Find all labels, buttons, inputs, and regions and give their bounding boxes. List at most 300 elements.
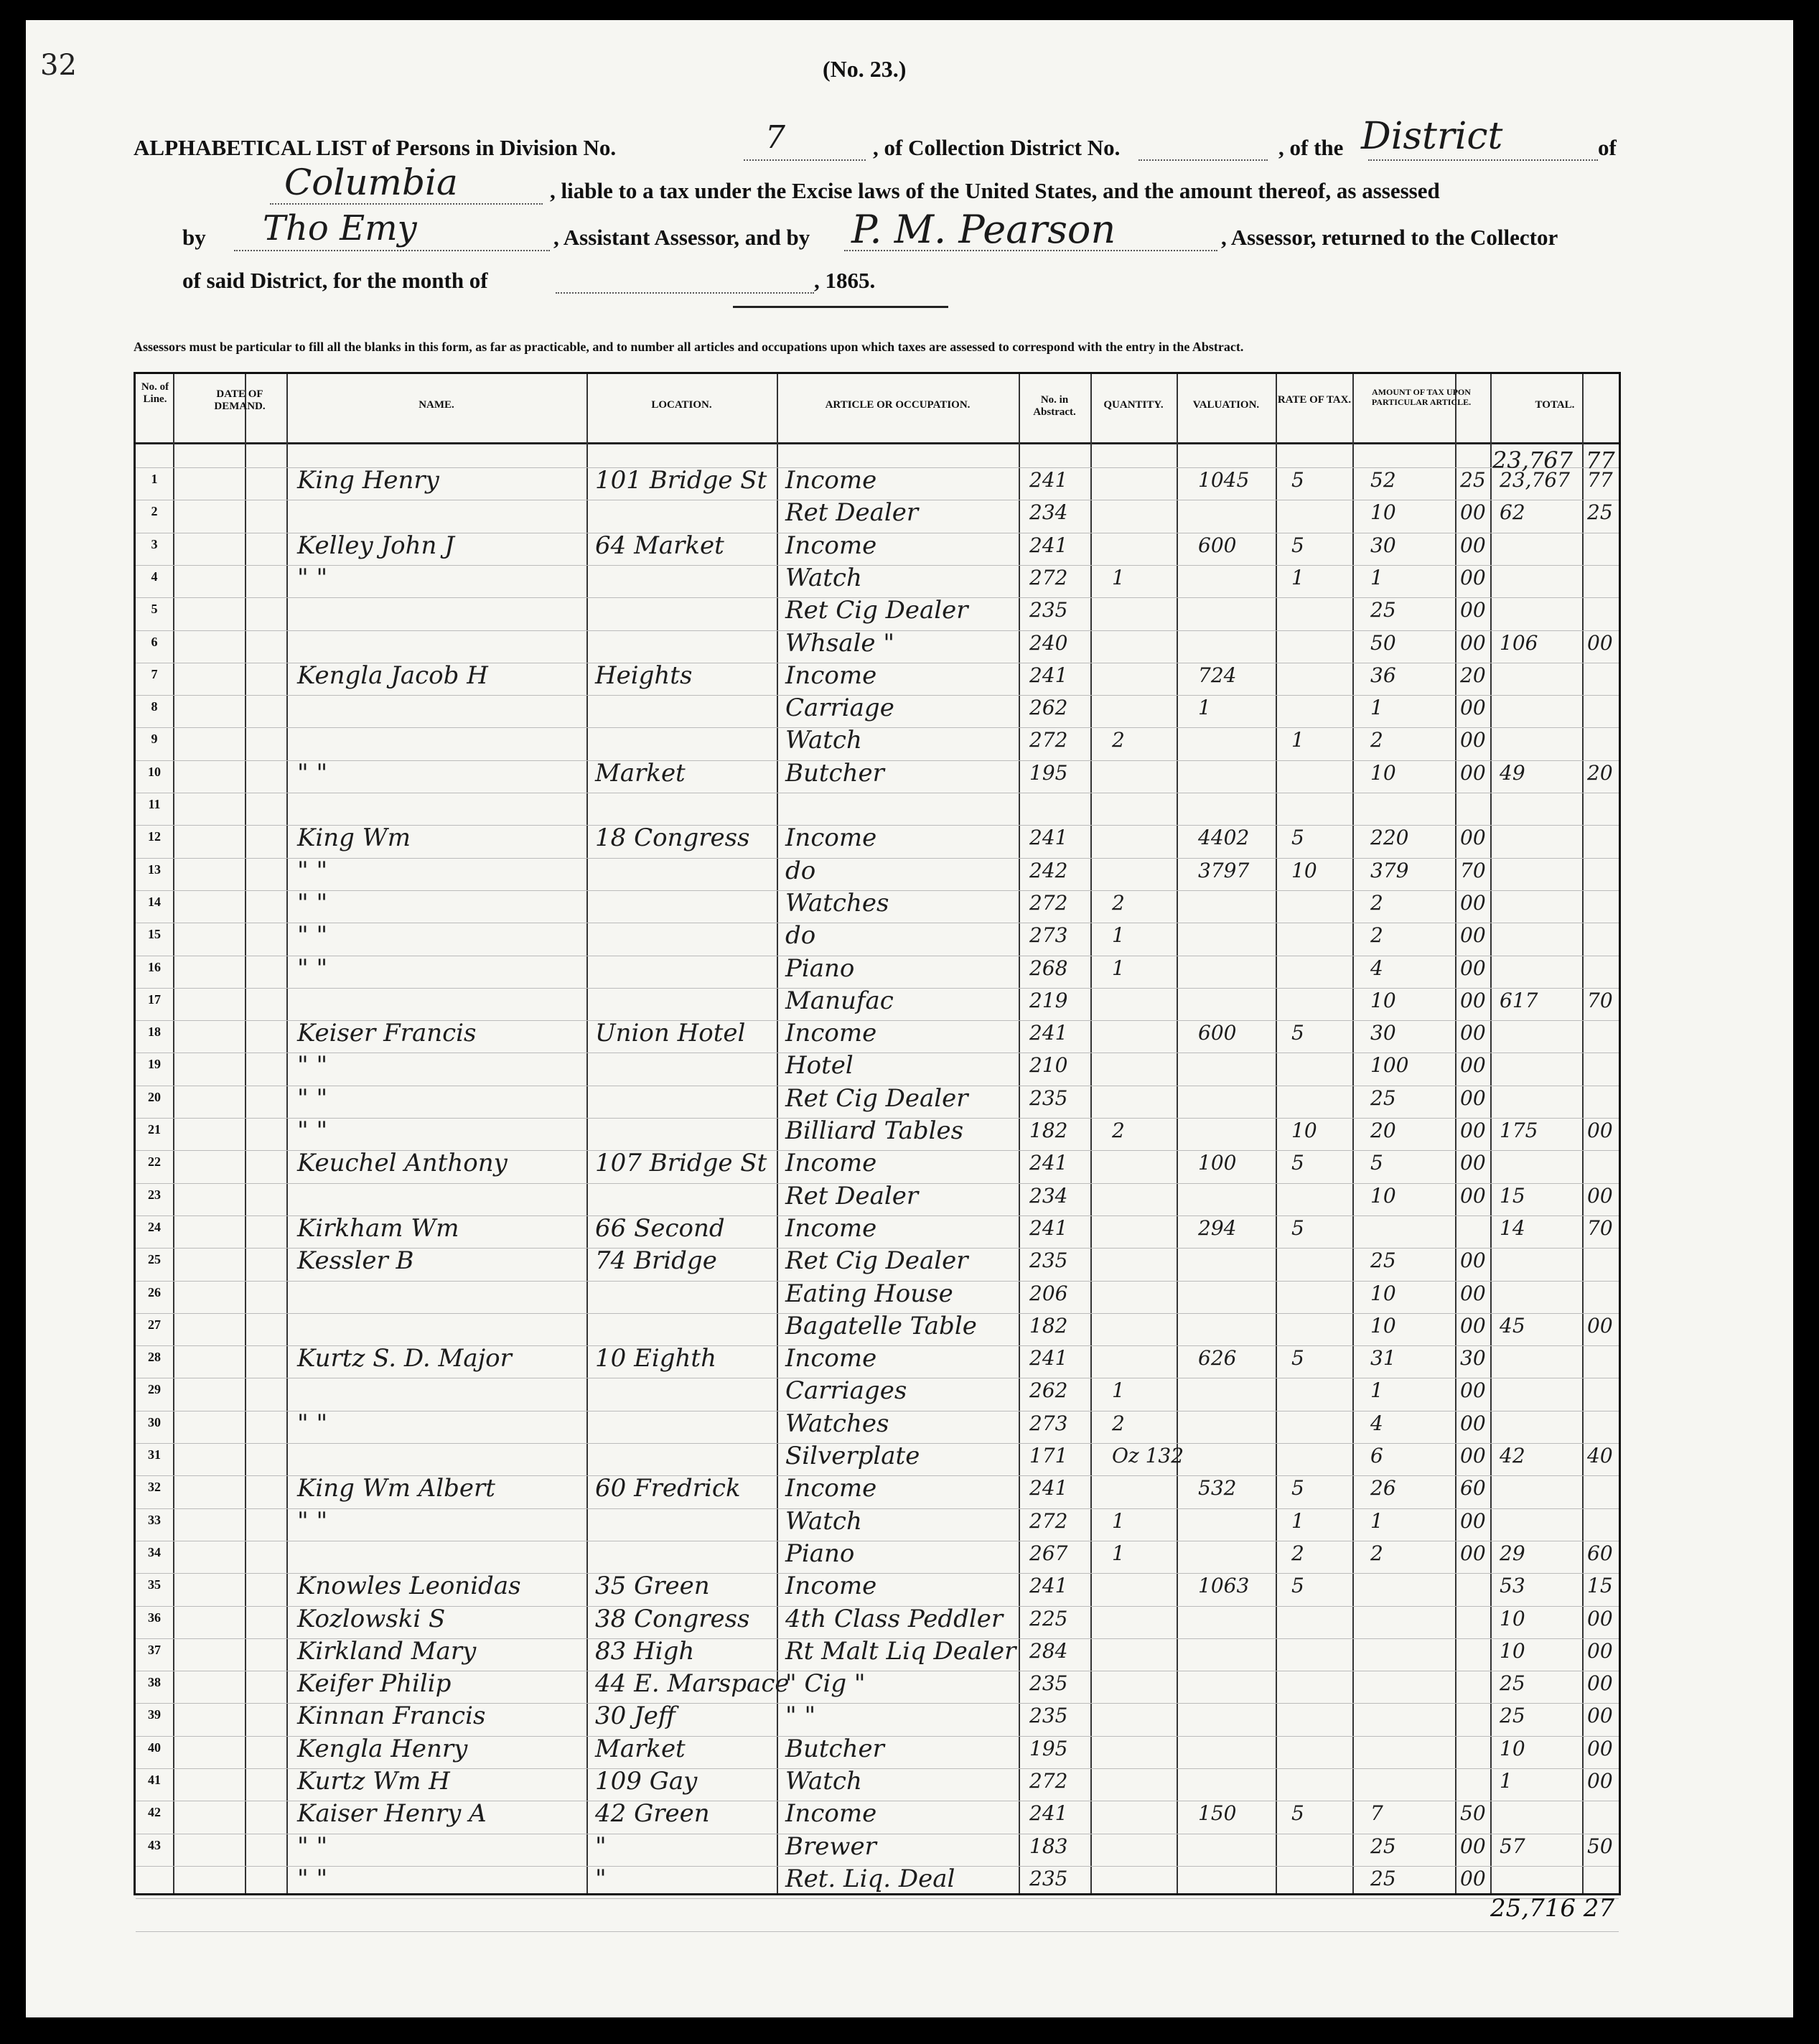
- cell-total-c: 50: [1587, 1834, 1613, 1858]
- cell-quantity: 1: [1112, 1378, 1125, 1403]
- cell-quantity: 1: [1112, 923, 1125, 948]
- cell-amount-c: 00: [1460, 630, 1486, 655]
- district-name-2: Columbia: [284, 162, 458, 203]
- cell-location: 35 Green: [595, 1572, 710, 1601]
- cell-line: 4: [151, 569, 158, 584]
- cell-abstract: 182: [1029, 1119, 1068, 1142]
- cell-line: 28: [148, 1350, 161, 1365]
- cell-abstract: 241: [1029, 1151, 1068, 1175]
- cell-total-c: 00: [1587, 1313, 1613, 1338]
- cell-amount-d: 25: [1370, 1249, 1396, 1273]
- cell-total-d: 29: [1500, 1541, 1525, 1565]
- col-rate: RATE OF TAX.: [1277, 394, 1352, 406]
- cell-amount-c: 00: [1460, 500, 1486, 525]
- cell-article: Income: [785, 1344, 877, 1373]
- row-rule: [136, 1508, 1619, 1509]
- cell-quantity: 2: [1112, 728, 1125, 752]
- col-article: ARTICLE OR OCCUPATION.: [825, 399, 971, 411]
- cell-quantity: 2: [1112, 1119, 1125, 1142]
- cell-line: 36: [148, 1610, 161, 1625]
- cell-article: Hotel: [785, 1051, 854, 1081]
- cell-amount-d: 26: [1370, 1476, 1396, 1501]
- cell-article: do: [785, 921, 816, 951]
- cell-abstract: 241: [1029, 826, 1068, 850]
- cell-valuation: 1063: [1198, 1574, 1250, 1598]
- cell-total-d: 53: [1500, 1574, 1525, 1598]
- cell-amount-d: 30: [1370, 1021, 1396, 1045]
- assistant-assessor-name: Tho Emy: [263, 208, 417, 248]
- cell-amount-d: 36: [1370, 663, 1396, 687]
- cell-amount-d: 25: [1370, 1086, 1396, 1110]
- cell-valuation: 1045: [1198, 468, 1250, 492]
- cell-line: 25: [148, 1252, 161, 1267]
- grand-total: 25,716 27: [1490, 1894, 1615, 1923]
- alphabetical-list-label: ALPHABETICAL LIST of Persons in Division No.: [134, 135, 617, 160]
- cell-name: Keiser Francis: [297, 1019, 477, 1048]
- cell-amount-c: 00: [1460, 1541, 1486, 1565]
- cell-location: 18 Congress: [595, 823, 750, 853]
- cell-line: 26: [148, 1284, 161, 1299]
- cell-location: 38 Congress: [595, 1604, 750, 1633]
- cell-article: Whsale ": [785, 628, 895, 658]
- cell-article: Income: [785, 531, 877, 560]
- cell-total-d: 1: [1500, 1769, 1512, 1793]
- cell-article: Income: [785, 1572, 877, 1601]
- cell-abstract: 241: [1029, 1215, 1068, 1240]
- cell-location: Heights: [595, 661, 693, 690]
- cell-abstract: 235: [1029, 1671, 1068, 1696]
- cell-amount-c: 00: [1460, 1249, 1486, 1273]
- cell-amount-d: 25: [1370, 1866, 1396, 1890]
- cell-rate: 5: [1291, 826, 1304, 850]
- cell-line: 14: [148, 894, 161, 909]
- said-district-label: of said District, for the month of: [182, 268, 488, 293]
- cell-name: Kirkham Wm: [297, 1213, 459, 1243]
- cell-name: " ": [297, 921, 328, 951]
- cell-line: 23: [148, 1187, 161, 1202]
- cell-location: ": [595, 1864, 607, 1893]
- cell-total-d: 10: [1500, 1638, 1525, 1663]
- cell-amount-d: 10: [1370, 988, 1396, 1012]
- cell-rate: 2: [1291, 1541, 1304, 1565]
- cell-article: Watch: [785, 563, 862, 592]
- district-name-1: District: [1361, 115, 1503, 158]
- cell-line: 27: [148, 1317, 161, 1332]
- cell-line: 5: [151, 602, 158, 617]
- cell-abstract: 241: [1029, 1574, 1068, 1598]
- cell-name: Kirkland Mary: [297, 1636, 477, 1666]
- col-quantity: QUANTITY.: [1103, 399, 1164, 411]
- cell-total-d: 10: [1500, 1736, 1525, 1760]
- col-date-of-demand: DATE OF DEMAND.: [214, 388, 266, 412]
- col-line-no: No. of Line.: [141, 381, 169, 405]
- cell-name: " ": [297, 1083, 328, 1113]
- cell-rate: 10: [1291, 1119, 1317, 1142]
- cell-name: Keuchel Anthony: [297, 1149, 508, 1178]
- cell-location: 42 Green: [595, 1799, 710, 1829]
- cell-name: " ": [297, 953, 328, 983]
- cell-amount-d: 1: [1370, 1378, 1383, 1403]
- cell-amount-c: 00: [1460, 826, 1486, 850]
- cell-location: 60 Fredrick: [595, 1474, 741, 1503]
- cell-name: Kessler B: [297, 1246, 414, 1276]
- cell-rate: 5: [1291, 1801, 1304, 1826]
- cell-total-d: 15: [1500, 1183, 1525, 1208]
- cell-total-c: 70: [1587, 988, 1613, 1012]
- cell-name: " ": [297, 856, 328, 885]
- cell-location: 64 Market: [595, 531, 724, 560]
- col-valuation: VALUATION.: [1192, 399, 1260, 411]
- cell-quantity: 1: [1112, 1541, 1125, 1565]
- cell-line: 13: [148, 862, 161, 877]
- cell-amount-d: 4: [1370, 956, 1383, 980]
- cell-name: " ": [297, 1864, 328, 1893]
- cell-abstract: 268: [1029, 956, 1068, 980]
- cell-name: Kengla Henry: [297, 1734, 468, 1763]
- cell-line: 19: [148, 1057, 161, 1072]
- cell-amount-c: 20: [1460, 663, 1486, 687]
- cell-total-d: 23,767: [1500, 468, 1570, 492]
- cell-article: Carriages: [785, 1376, 907, 1406]
- cell-location: Market: [595, 758, 686, 788]
- cell-name: Kinnan Francis: [297, 1702, 486, 1731]
- cell-line: 37: [148, 1642, 161, 1657]
- cell-amount-d: 10: [1370, 500, 1396, 525]
- cell-article: Ret. Liq. Deal: [785, 1864, 955, 1893]
- cell-amount-c: 00: [1460, 1119, 1486, 1142]
- cell-total-d: 57: [1500, 1834, 1525, 1858]
- cell-name: Kurtz Wm H: [297, 1767, 450, 1796]
- cell-valuation: 600: [1198, 533, 1237, 557]
- by-label: by: [182, 225, 206, 250]
- cell-line: 29: [148, 1382, 161, 1397]
- cell-total-c: 00: [1587, 1183, 1613, 1208]
- cell-amount-c: 30: [1460, 1346, 1486, 1371]
- cell-rate: 1: [1291, 728, 1304, 752]
- cell-name: " ": [297, 888, 328, 918]
- cell-rate: 5: [1291, 1021, 1304, 1045]
- cell-article: Ret Cig Dealer: [785, 1246, 968, 1276]
- cell-total-c: 00: [1587, 1119, 1613, 1142]
- cell-amount-c: 00: [1460, 1053, 1486, 1078]
- cell-total-c: 00: [1587, 1671, 1613, 1696]
- cell-amount-d: 10: [1370, 760, 1396, 785]
- cell-amount-d: 6: [1370, 1444, 1383, 1467]
- cell-article: Rt Malt Liq Dealer: [785, 1636, 1016, 1666]
- liable-text: , liable to a tax under the Excise laws of the United States, and the amount thereof, as assessed: [550, 178, 1440, 203]
- cell-article: Billiard Tables: [785, 1116, 964, 1145]
- cell-abstract: 272: [1029, 1508, 1068, 1533]
- collection-district-label: , of Collection District No.: [873, 135, 1121, 160]
- cell-line: 30: [148, 1414, 161, 1429]
- cell-line: 21: [148, 1122, 161, 1137]
- cell-amount-c: 25: [1460, 468, 1486, 492]
- cell-amount-c: 00: [1460, 565, 1486, 589]
- cell-line: 17: [148, 991, 161, 1007]
- cell-amount-c: 00: [1460, 1086, 1486, 1110]
- cell-amount-c: 00: [1460, 1313, 1486, 1338]
- cell-article: Watch: [785, 726, 862, 755]
- cell-abstract: 272: [1029, 565, 1068, 589]
- cell-amount-d: 50: [1370, 630, 1396, 655]
- ledger-table: [134, 372, 1621, 1895]
- cell-total-c: 77: [1587, 468, 1613, 492]
- cell-amount-d: 100: [1370, 1053, 1409, 1078]
- cell-abstract: 242: [1029, 858, 1068, 882]
- cell-location: 44 E. Marspace: [595, 1669, 790, 1699]
- cell-abstract: 241: [1029, 468, 1068, 492]
- form-number: (No. 23.): [823, 56, 907, 82]
- cell-article: Watch: [785, 1506, 862, 1536]
- cell-amount-c: 00: [1460, 1151, 1486, 1175]
- cell-total-c: 70: [1587, 1215, 1613, 1240]
- cell-amount-d: 2: [1370, 1541, 1383, 1565]
- cell-article: 4th Class Peddler: [785, 1604, 1004, 1633]
- cell-total-d: 49: [1500, 760, 1525, 785]
- cell-line: 2: [151, 504, 158, 519]
- cell-abstract: 210: [1029, 1053, 1068, 1078]
- cell-article: Eating House: [785, 1279, 953, 1308]
- cell-total-c: 15: [1587, 1574, 1613, 1598]
- cell-line: 42: [148, 1805, 161, 1820]
- cell-quantity: 1: [1112, 565, 1125, 589]
- cell-amount-d: 10: [1370, 1183, 1396, 1208]
- cell-valuation: 3797: [1198, 858, 1250, 882]
- cell-article: Income: [785, 823, 877, 853]
- cell-location: 30 Jeff: [595, 1702, 675, 1731]
- cell-name: " ": [297, 1051, 328, 1081]
- cell-amount-d: 1: [1370, 1508, 1383, 1533]
- cell-name: Knowles Leonidas: [297, 1572, 521, 1601]
- cell-rate: 10: [1291, 858, 1317, 882]
- cell-total-c: 25: [1587, 500, 1613, 525]
- cell-amount-c: 00: [1460, 760, 1486, 785]
- assessor-name: P. M. Pearson: [851, 207, 1116, 252]
- cell-rate: 5: [1291, 1476, 1304, 1501]
- cell-article: Watch: [785, 1767, 862, 1796]
- cell-article: Piano: [785, 1539, 855, 1568]
- cell-valuation: 294: [1198, 1215, 1237, 1240]
- cell-abstract: 235: [1029, 1704, 1068, 1728]
- cell-amount-c: 00: [1460, 988, 1486, 1012]
- cell-amount-d: 5: [1370, 1151, 1383, 1175]
- cell-name: " ": [297, 1409, 328, 1438]
- cell-amount-c: 00: [1460, 1378, 1486, 1403]
- year-label: , 1865.: [814, 268, 876, 293]
- cell-amount-c: 00: [1460, 1281, 1486, 1305]
- cell-total-c: 20: [1587, 760, 1613, 785]
- cell-rate: 5: [1291, 1346, 1304, 1371]
- cell-location: 109 Gay: [595, 1767, 698, 1796]
- cell-abstract: 262: [1029, 1378, 1068, 1403]
- cell-article: Income: [785, 1213, 877, 1243]
- cell-amount-d: 7: [1370, 1801, 1383, 1826]
- cell-line: 40: [148, 1740, 161, 1755]
- cell-abstract: 262: [1029, 696, 1068, 720]
- cell-name: Kengla Jacob H: [297, 661, 488, 690]
- row-rule: [136, 565, 1619, 566]
- cell-line: 9: [151, 732, 158, 747]
- cell-abstract: 241: [1029, 1021, 1068, 1045]
- cell-line: 16: [148, 959, 161, 974]
- cell-amount-c: 00: [1460, 956, 1486, 980]
- cell-location: 107 Bridge St: [595, 1149, 767, 1178]
- cell-rate: 5: [1291, 1215, 1304, 1240]
- cell-amount-d: 25: [1370, 1834, 1396, 1858]
- cell-amount-c: 00: [1460, 1444, 1486, 1467]
- cell-abstract: 235: [1029, 1086, 1068, 1110]
- cell-amount-c: 00: [1460, 1508, 1486, 1533]
- cell-amount-d: 31: [1370, 1346, 1396, 1371]
- cell-line: 39: [148, 1707, 161, 1722]
- cell-amount-d: 20: [1370, 1119, 1396, 1142]
- cell-name: King Wm: [297, 823, 411, 853]
- cell-line: 35: [148, 1577, 161, 1592]
- cell-amount-c: 00: [1460, 1411, 1486, 1435]
- cell-name: King Wm Albert: [297, 1474, 495, 1503]
- cell-name: Kurtz S. D. Major: [297, 1344, 512, 1373]
- cell-name: King Henry: [297, 466, 439, 495]
- cell-abstract: 273: [1029, 1411, 1068, 1435]
- instructions: Assessors must be particular to fill all the blanks in this form, as far as practicable, and to number all articles and occupations upon which taxes are assessed to correspond with the entry in the Abstract.: [134, 340, 1244, 354]
- cell-abstract: 171: [1029, 1444, 1068, 1467]
- cell-abstract: 267: [1029, 1541, 1068, 1565]
- cell-total-c: 00: [1587, 1606, 1613, 1630]
- cell-valuation: 724: [1198, 663, 1237, 687]
- header-rule: [136, 442, 1619, 444]
- cell-abstract: 272: [1029, 1769, 1068, 1793]
- cell-amount-c: 00: [1460, 1866, 1486, 1890]
- cell-total-c: 00: [1587, 1638, 1613, 1663]
- cell-article: Watches: [785, 888, 889, 918]
- cell-valuation: 150: [1198, 1801, 1237, 1826]
- cell-article: Income: [785, 1019, 877, 1048]
- cell-rate: 5: [1291, 533, 1304, 557]
- col-name: NAME.: [418, 399, 454, 411]
- cell-line: 34: [148, 1544, 161, 1559]
- cell-name: " ": [297, 563, 328, 592]
- cell-abstract: 183: [1029, 1834, 1068, 1858]
- cell-valuation: 100: [1198, 1151, 1237, 1175]
- cell-name: Keifer Philip: [297, 1669, 452, 1699]
- cell-total-d: 25: [1500, 1671, 1525, 1696]
- assessor-label: , Assessor, returned to the Collector: [1221, 225, 1558, 250]
- cell-line: 15: [148, 927, 161, 942]
- cell-name: " ": [297, 758, 328, 788]
- cell-line: 3: [151, 536, 158, 551]
- cell-article: Ret Dealer: [785, 498, 919, 528]
- cell-valuation: 532: [1198, 1476, 1237, 1501]
- cell-total-c: 60: [1587, 1541, 1613, 1565]
- cell-line: 20: [148, 1089, 161, 1104]
- cell-article: Watches: [785, 1409, 889, 1438]
- cell-rate: 1: [1291, 1508, 1304, 1533]
- cell-abstract: 195: [1029, 760, 1068, 785]
- cell-abstract: 241: [1029, 1346, 1068, 1371]
- cell-line: 1: [151, 472, 158, 486]
- row-rule: [136, 1931, 1619, 1932]
- carried-forward-dollars: 23,767: [1492, 447, 1573, 474]
- cell-rate: 5: [1291, 1151, 1304, 1175]
- cell-total-c: 40: [1587, 1444, 1613, 1467]
- cell-article: Ret Cig Dealer: [785, 596, 968, 625]
- cell-amount-d: 379: [1370, 858, 1409, 882]
- cell-article: Carriage: [785, 694, 894, 723]
- cell-valuation: 4402: [1198, 826, 1250, 850]
- cell-amount-d: 10: [1370, 1313, 1396, 1338]
- cell-amount-c: 00: [1460, 696, 1486, 720]
- of-label: of: [1598, 135, 1617, 160]
- cell-location: Market: [595, 1734, 686, 1763]
- cell-abstract: 234: [1029, 500, 1068, 525]
- cell-amount-d: 220: [1370, 826, 1409, 850]
- cell-amount-d: 25: [1370, 598, 1396, 622]
- cell-total-d: 106: [1500, 630, 1538, 655]
- row-rule: [136, 727, 1619, 728]
- cell-amount-d: 2: [1370, 890, 1383, 915]
- cell-line: 22: [148, 1154, 161, 1170]
- cell-line: 43: [148, 1837, 161, 1852]
- cell-total-d: 14: [1500, 1215, 1525, 1240]
- cell-article: Piano: [785, 953, 855, 983]
- cell-line: 38: [148, 1675, 161, 1690]
- cell-total-d: 175: [1500, 1119, 1538, 1142]
- cell-article: " Cig ": [785, 1669, 866, 1699]
- cell-abstract: 284: [1029, 1638, 1068, 1663]
- cell-amount-d: 2: [1370, 923, 1383, 948]
- cell-abstract: 225: [1029, 1606, 1068, 1630]
- cell-total-c: 00: [1587, 1736, 1613, 1760]
- cell-abstract: 241: [1029, 1801, 1068, 1826]
- cell-amount-c: 00: [1460, 890, 1486, 915]
- cell-valuation: 626: [1198, 1346, 1237, 1371]
- cell-valuation: 600: [1198, 1021, 1237, 1045]
- col-total: TOTAL.: [1535, 399, 1575, 411]
- cell-amount-c: 60: [1460, 1476, 1486, 1501]
- cell-amount-c: 00: [1460, 728, 1486, 752]
- cell-abstract: 241: [1029, 533, 1068, 557]
- row-rule: [136, 1898, 1619, 1899]
- cell-line: 6: [151, 634, 158, 649]
- cell-abstract: 273: [1029, 923, 1068, 948]
- division-number: 7: [765, 119, 785, 156]
- cell-line: 7: [151, 666, 158, 681]
- cell-abstract: 195: [1029, 1736, 1068, 1760]
- col-location: LOCATION.: [651, 399, 712, 411]
- cell-location: 10 Eighth: [595, 1344, 716, 1373]
- cell-article: Income: [785, 1474, 877, 1503]
- cell-article: Ret Dealer: [785, 1181, 919, 1210]
- cell-total-c: 00: [1587, 1704, 1613, 1728]
- cell-amount-c: 50: [1460, 1801, 1486, 1826]
- cell-abstract: 234: [1029, 1183, 1068, 1208]
- cell-abstract: 182: [1029, 1313, 1068, 1338]
- cell-amount-d: 1: [1370, 696, 1383, 720]
- cell-article: Brewer: [785, 1831, 876, 1861]
- cell-location: 66 Second: [595, 1213, 725, 1243]
- cell-amount-c: 00: [1460, 1021, 1486, 1045]
- col-abstract-no: No. in Abstract.: [1033, 394, 1076, 418]
- cell-article: Ret Cig Dealer: [785, 1083, 968, 1113]
- cell-amount-c: 00: [1460, 1834, 1486, 1858]
- corner-page-mark: 32: [40, 49, 77, 82]
- cell-total-d: 42: [1500, 1444, 1525, 1467]
- cell-article: Income: [785, 1799, 877, 1829]
- cell-amount-c: 70: [1460, 858, 1486, 882]
- cell-name: " ": [297, 1831, 328, 1861]
- cell-total-d: 62: [1500, 500, 1525, 525]
- cell-article: Silverplate: [785, 1442, 920, 1470]
